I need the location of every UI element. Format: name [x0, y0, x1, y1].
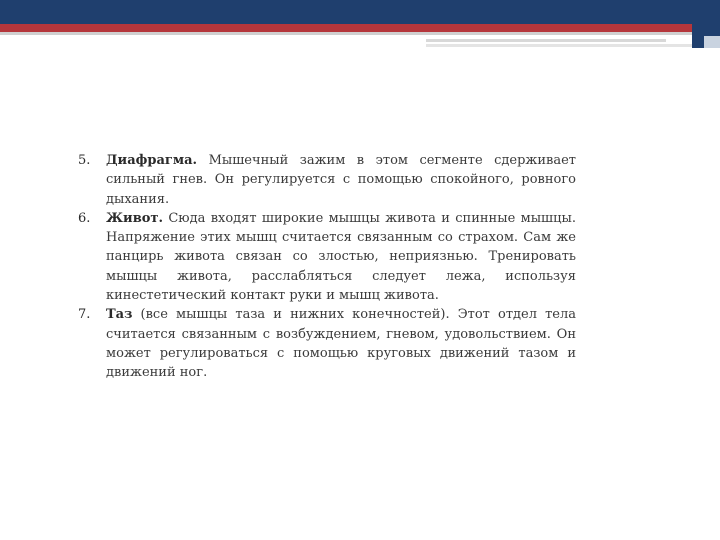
list-item-body: (все мышцы таза и нижних конечностей). Этот отдел тела считается связанным с возбуждением, гневом, удовольствием. Он может регулироваться с помощью круговых движений тазом и движений ног. — [106, 307, 576, 381]
header-bar — [0, 0, 720, 24]
list-item-number: 6. — [78, 210, 91, 226]
header-divider-short-2 — [426, 44, 692, 47]
list-item-text — [106, 209, 576, 305]
header-corner-accent — [704, 36, 720, 48]
list-item-title: Таз — [106, 307, 133, 323]
slide-body — [78, 151, 576, 383]
list-item-body: Сюда входят широкие мышцы живота и спинные мышцы. Напряжение этих мышц считается связанным со страхом. Сам же панцирь живота связан со злостью, неприязнью. Тренировать мышцы живота, расслабляться следует лежа, используя кинестетический контакт руки и мышц живота. — [106, 210, 576, 304]
list-item-title: Живот. — [106, 210, 163, 226]
header-divider — [0, 32, 692, 35]
list-item-text — [106, 151, 576, 209]
list-item — [78, 209, 576, 305]
list-item-title: Диафрагма. — [106, 153, 198, 168]
list-item-number: 7. — [78, 307, 91, 323]
list-item — [78, 305, 576, 382]
header-divider-short — [426, 39, 666, 42]
list-item — [78, 151, 576, 209]
list-item-text — [106, 305, 576, 382]
header-accent-stripe — [0, 24, 692, 32]
list-item-body: Мышечный зажим в этом сегменте сдерживает сильный гнев. Он регулируется с помощью спокойного, ровного дыхания. — [106, 153, 576, 207]
list-item-number: 5. — [78, 153, 91, 168]
